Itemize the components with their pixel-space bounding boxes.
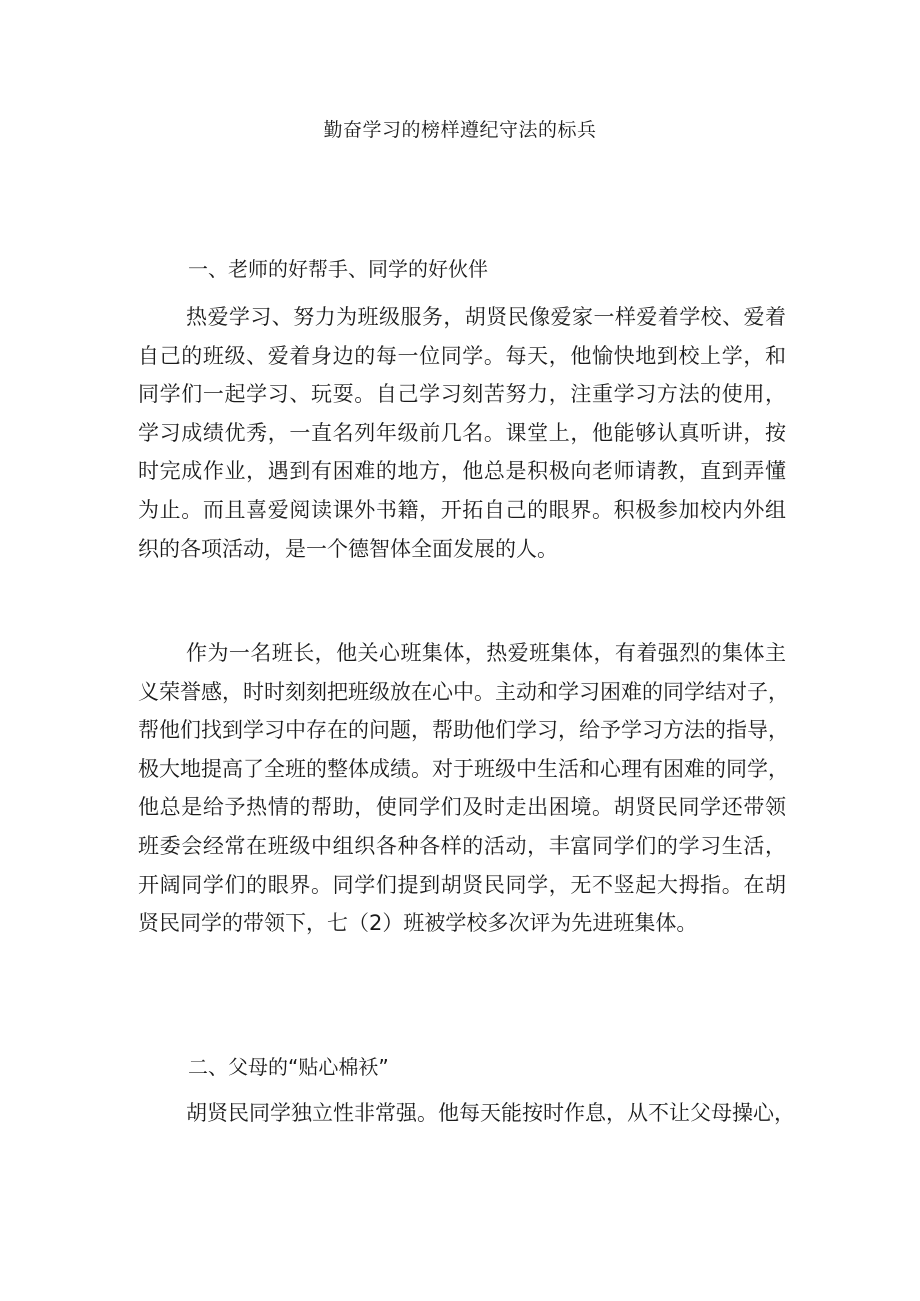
paragraph-3: [138, 1094, 795, 1133]
document-title: 勤奋学习的榜样遵纪守法的标兵: [323, 119, 597, 141]
paragraph-line: 作为一名班长，他关心班集体，热爱班集体，有着强烈的集体主: [186, 641, 786, 665]
paragraph-line: 帮他们找到学习中存在的问题，帮助他们学习，给予学习方法的指导，: [138, 718, 789, 743]
paragraph-line: 贤民同学的带领下，七（2）班被学校多次评为先进班集体。: [138, 911, 698, 936]
paragraph-line: 学习成绩优秀，一直名列年级前几名。课堂上，他能够认真听讲，按: [138, 420, 786, 445]
paragraph-line: 自己的班级、爱着身边的每一位同学。每天，他愉快地到校上学，和: [138, 343, 786, 368]
paragraph-line: 极大地提高了全班的整体成绩。对于班级中生活和心理有困难的同学，: [138, 756, 789, 781]
paragraph-line: 他总是给予热情的帮助，使同学们及时走出困境。胡贤民同学还带领: [138, 795, 786, 820]
paragraph-2: [138, 634, 789, 943]
paragraph-line: 班委会经常在班级中组织各种各样的活动，丰富同学们的学习生活，: [138, 833, 786, 858]
paragraph-line: 义荣誉感，时时刻刻把班级放在心中。主动和学习困难的同学结对子，: [138, 679, 789, 704]
paragraph-line: 同学们一起学习、玩耍。自己学习刻苦努力，注重学习方法的使用，: [138, 382, 786, 407]
paragraph-1: [138, 298, 786, 568]
section-heading-2: 二、父母的“贴心棉袄”: [188, 1055, 389, 1079]
paragraph-line: 开阔同学们的眼界。同学们提到胡贤民同学，无不竖起大拇指。在胡: [138, 872, 786, 897]
paragraph-line: 时完成作业，遇到有困难的地方，他总是积极向老师请教，直到弄懂: [138, 459, 786, 484]
paragraph-line: 热爱学习、努力为班级服务，胡贤民像爱家一样爱着学校、爱着: [186, 305, 786, 329]
paragraph-line: 织的各项活动，是一个德智体全面发展的人。: [138, 536, 558, 561]
paragraph-line: 胡贤民同学独立性非常强。他每天能按时作息，从不让父母操心，: [186, 1101, 795, 1125]
section-heading-1: 一、老师的好帮手、同学的好伙伴: [188, 257, 488, 281]
paragraph-line: 为止。而且喜爱阅读课外书籍，开拓自己的眼界。积极参加校内外组: [138, 497, 786, 522]
